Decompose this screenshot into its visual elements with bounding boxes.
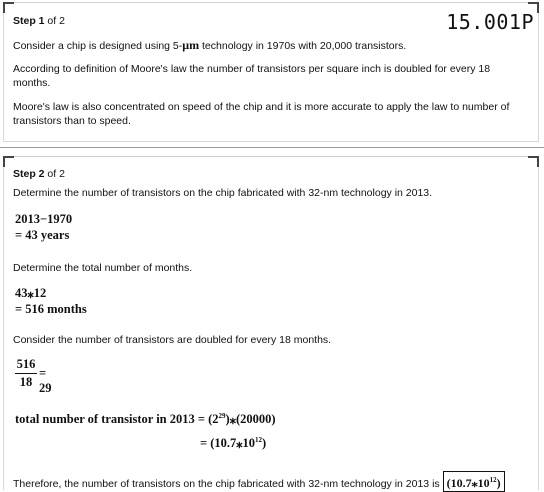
step2-paragraph-2: Determine the total number of months.: [13, 262, 193, 274]
step1-paragraph-3: Moore's law is also concentrated on speed of the chip and it is more accurate to apply the law to number of transistors than to speed.: [13, 101, 510, 127]
equation-months: [15, 285, 87, 317]
fraction-numerator: 516: [16, 357, 36, 371]
step2-header: [13, 168, 65, 180]
equation-years-line1: 2013−1970: [15, 212, 73, 226]
problem-code: 15.001P: [446, 10, 534, 34]
equation-transistors-rhs-b: )⁎(20000): [225, 412, 276, 427]
step1-paragraph-1: [13, 38, 526, 53]
final-answer-b: ): [496, 476, 501, 490]
step1-header: [13, 15, 65, 27]
step1-count: of 2: [44, 15, 65, 27]
step2-paragraph-3: Consider the number of transistors are doubled for every 18 months.: [13, 334, 332, 346]
step2-count: of 2: [44, 168, 65, 180]
equation-months-line2: = 516 months: [15, 302, 87, 316]
conclusion-text: Therefore, the number of transistors on the chip fabricated with 32-nm technology in 2013 is: [13, 478, 440, 490]
fraction-bar: [15, 373, 37, 374]
step1-p1-text: Consider a chip is designed using 5-: [13, 40, 183, 52]
equation-result: [200, 432, 266, 451]
final-answer-a: (10.7⁎10: [446, 476, 490, 490]
step2-label: Step 2: [13, 168, 45, 180]
conclusion: [13, 471, 505, 492]
equation-exponent: 29: [218, 412, 226, 420]
step2-card: [3, 156, 539, 490]
corner-mark: [528, 156, 539, 167]
equation-years-line2: = 43 years: [15, 228, 70, 242]
corner-mark: [3, 2, 14, 13]
equation-months-line1: 43⁎12: [15, 286, 47, 300]
step1-paragraph-2: According to definition of Moore's law the number of transistors per square inch is doubled for every 18 months.: [13, 63, 491, 89]
equation-result-b: ): [262, 436, 267, 451]
step1-label: Step 1: [13, 15, 45, 27]
step2-paragraph-1: Determine the number of transistors on the chip fabricated with 32-nm technology in 2013.: [13, 187, 433, 199]
equation-transistors-rhs-a: (2: [208, 412, 219, 427]
final-answer-exponent: 12: [489, 476, 497, 484]
unit-micrometer: μm: [182, 38, 200, 52]
step1-p1-text-end: technology in 1970s with 20,000 transistors.: [199, 40, 407, 52]
step1-card: [3, 2, 539, 142]
corner-mark: [3, 156, 14, 167]
fraction-result: = 29: [39, 366, 52, 395]
equation-transistors: [15, 408, 276, 427]
equation-result-exponent: 12: [255, 436, 263, 444]
equation-result-a: = (10.7⁎10: [200, 436, 256, 451]
final-answer: [443, 471, 505, 492]
equation-transistors-lhs: total number of transistor in 2013 =: [15, 412, 205, 427]
fraction-denominator: 18: [19, 375, 33, 389]
fraction-doublings: [15, 357, 52, 395]
equation-years: [15, 211, 72, 243]
section-divider: [0, 147, 544, 148]
